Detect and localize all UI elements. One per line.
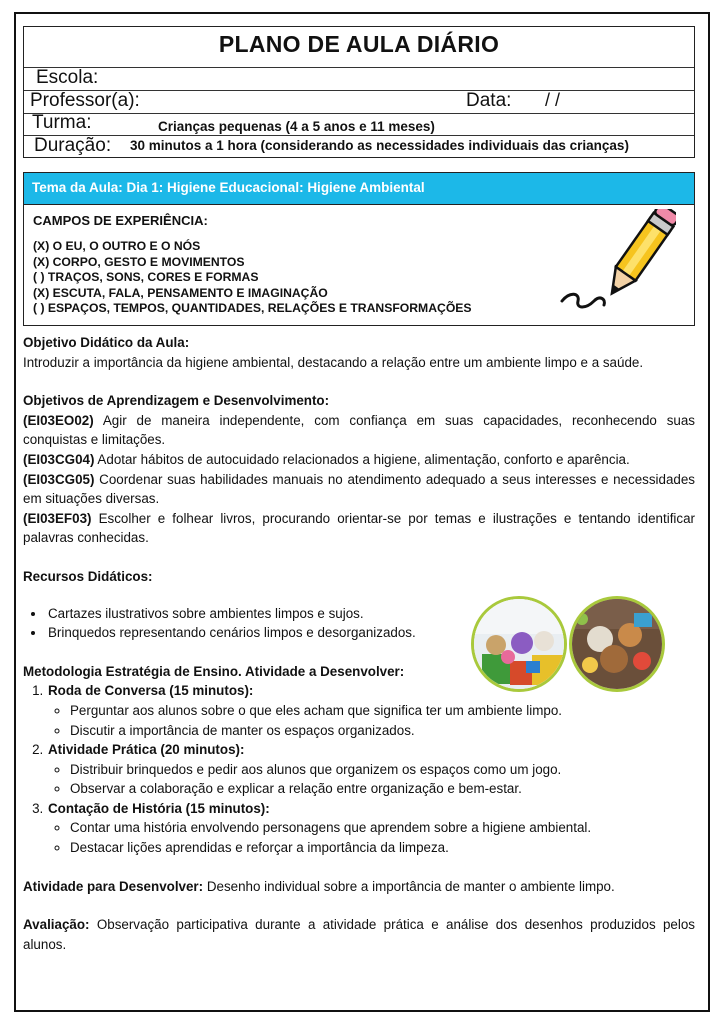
atividade-label: Atividade para Desenvolver: [23, 878, 204, 894]
step-item [47, 681, 695, 740]
duracao-value: 30 minutos a 1 hora (considerando as necessidades individuais das crianças) [130, 138, 629, 153]
header-divider [24, 67, 694, 68]
pencil-icon [556, 209, 676, 319]
list-item: ◦ Destacar lições aprendidas e reforçar a importância da limpeza. [70, 838, 695, 858]
list-item: ◦ Perguntar aos alunos sobre o que eles acham que significa ter um ambiente limpo. [70, 701, 695, 721]
page-title: PLANO DE AULA DIÁRIO [218, 31, 500, 57]
avaliacao-label: Avaliação: [23, 917, 90, 933]
header-box [23, 26, 695, 158]
turma-value: Crianças pequenas (4 a 5 anos e 11 meses) [158, 119, 435, 134]
objective-code: (EI03CG05) [23, 471, 95, 487]
objective-text: Escolher e folhear livros, procurando orientar-se por temas e ilustrações e tentando identificar palavras conhecidas. [23, 510, 695, 546]
objetivo-text: Introduzir a importância da higiene ambiental, destacando a relação entre um ambiente limpo e a saúde. [23, 354, 644, 370]
turma-label: Turma: [32, 112, 92, 133]
recursos-title: Recursos Didáticos: [23, 568, 153, 584]
step-title: Contação de História (15 minutos): [48, 800, 270, 816]
campos-item: ( ) ESPAÇOS, TEMPOS, QUANTIDADES, RELAÇÕES E TRANSFORMAÇÕES [33, 301, 472, 316]
date-slashes: / / [545, 90, 561, 110]
objective-text: Agir de maneira independente, com confiança em suas capacidades, reconhecendo suas conquistas e limitações. [23, 412, 695, 448]
objective-code: (EI03EF03) [23, 510, 92, 526]
metodologia-title: Metodologia Estratégia de Ensino. Atividade a Desenvolver: [23, 663, 405, 679]
avaliacao-line [23, 915, 695, 954]
campos-item: ( ) TRAÇOS, SONS, CORES E FORMAS [33, 270, 259, 285]
campos-title: CAMPOS DE EXPERIÊNCIA: [33, 213, 208, 228]
objective-code: (EI03EO02) [23, 412, 94, 428]
aprendizagem-title: Objetivos de Aprendizagem e Desenvolvimento: [23, 393, 330, 409]
data-label: Data: [466, 90, 512, 111]
objective-text: Coordenar suas habilidades manuais no atendimento adequado a seus interesses e necessidades em situações diversas. [23, 471, 695, 507]
toys-photo [569, 596, 665, 692]
aprendizagem-item [23, 470, 695, 509]
list-item: • Cartazes ilustrativos sobre ambientes limpos e sujos. [46, 604, 695, 624]
aprendizagem-item [23, 411, 695, 450]
list-item: ◦ Observar a colaboração e explicar a relação entre organização e bem-estar. [70, 779, 695, 799]
header-divider [24, 135, 694, 136]
list-item: ◦ Contar uma história envolvendo personagens que aprendem sobre a higiene ambiental. [70, 818, 695, 838]
step-item [47, 799, 695, 858]
objective-code: (EI03CG04) [23, 451, 95, 467]
escola-label: Escola: [36, 67, 99, 88]
atividade-text: Desenho individual sobre a importância de manter o ambiente limpo. [203, 878, 615, 894]
avaliacao-text: Observação participativa durante a atividade prática e análise dos desenhos produzidos pelos alunos. [23, 917, 695, 952]
campos-item: (X) ESCUTA, FALA, PENSAMENTO E IMAGINAÇÃO [33, 285, 328, 300]
list-item: ◦ Distribuir brinquedos e pedir aos alunos que organizem os espaços como um jogo. [70, 760, 695, 780]
step-title: Atividade Prática (20 minutos): [48, 742, 245, 758]
header-divider [24, 113, 694, 114]
objective-text: Adotar hábitos de autocuidado relacionados a higiene, alimentação, conforto e aparência. [94, 451, 630, 467]
toys-photo [471, 596, 567, 692]
campos-item: (X) O EU, O OUTRO E O NÓS [33, 239, 201, 253]
atividade-line [23, 877, 695, 897]
professor-label: Professor(a): [30, 90, 140, 111]
step-item [47, 740, 695, 799]
aprendizagem-item [23, 450, 695, 470]
aprendizagem-item [23, 509, 695, 548]
objetivo-title: Objetivo Didático da Aula: [23, 335, 190, 350]
campos-item: (X) CORPO, GESTO E MOVIMENTOS [33, 254, 245, 269]
duracao-label: Duração: [34, 135, 112, 156]
metodologia-steps [23, 681, 695, 857]
campos-box [23, 205, 695, 326]
list-item: ◦ Discutir a importância de manter os espaços organizados. [70, 721, 695, 741]
step-title: Roda de Conversa (15 minutos): [48, 683, 254, 699]
theme-bar: Tema da Aula: Dia 1: Higiene Educacional: Higiene Ambiental [23, 172, 695, 205]
list-item: • Brinquedos representando cenários limpos e desorganizados. [46, 623, 695, 643]
